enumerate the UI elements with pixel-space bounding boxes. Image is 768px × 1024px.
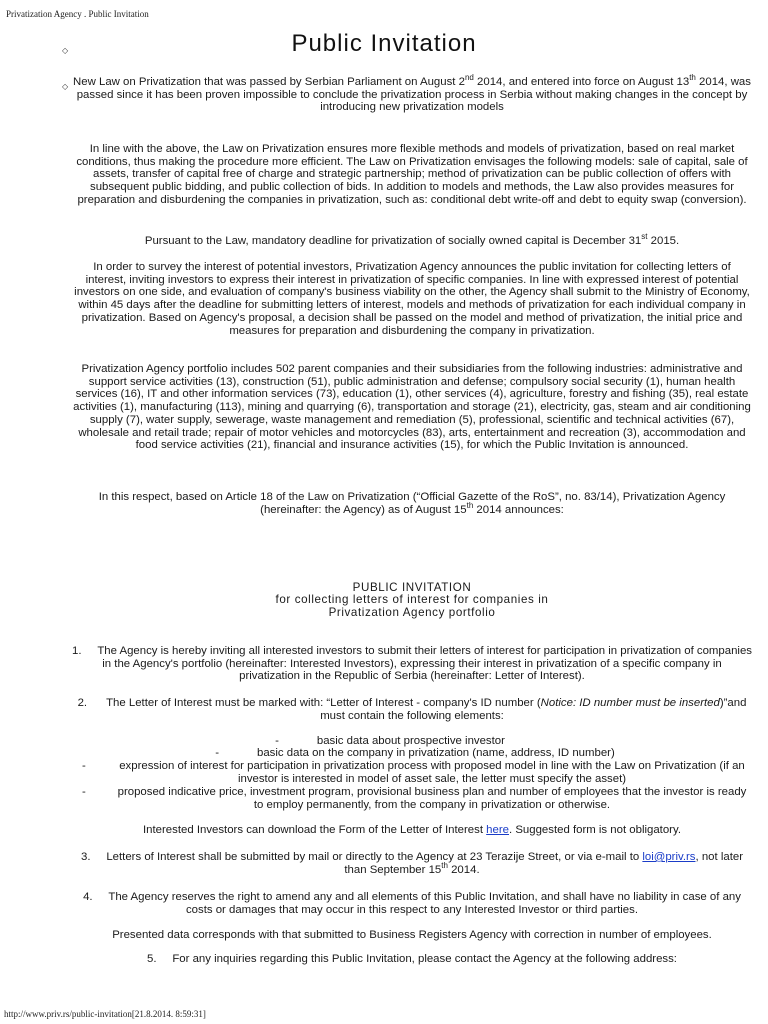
intro-paragraph: New Law on Privatization that was passed by Serbian Parliament on August 2nd 2014, and entered into force on August 13th 2014, was passed since it has been proven impossible to conclude the privatization process in Serbia without making changes in the concept by introducing new privatization models [73,73,751,114]
survey-paragraph: In order to survey the interest of potential investors, Privatization Agency announces the public invitation for collecting letters of interest, inviting investors to express their interest in privatization of specific companies. In line with expressed interest of potential investors on one side, and evaluation of company's business viability on the other, the Agency shall submit to the Ministry of Economy, within 45 days after the deadline for submitting letters of interest, models and methods of privatization for each individual company in privatization. Based on Agency's proposal, a decision shall be passed on the model and method of privatization, the initial price and measures for preparation and disburdening the company in privatization. [74,261,750,337]
element-item: - basic data about prospective investor [275,735,505,747]
item-3: 3. Letters of Interest shall be submitted by mail or directly to the Agency at 23 Terazije Street, or via e-mail to loi@priv.rs, not later than September 15th 2014. [81,851,743,876]
item-1 [72,645,752,683]
item-number: 5. [147,953,157,965]
announcement-paragraph: In this respect, based on Article 18 of the Law on Privatization (“Official Gazette of the RoS”, no. 83/14), Privatization Agency (hereinafter: the Agency) as of August 15th 2014 announces: [98,491,726,516]
heading-line: for collecting letters of interest for companies in [275,593,549,607]
element-item: - [82,786,86,798]
item-text: The Agency is hereby inviting all interested investors to submit their letters of interest for participation in privatization of companies in the Agency's portfolio (hereinafter: Interested Investors), expressing their interest in privatization of a specific company in privatization in the Republic of Serbia (hereinafter: Letter of Interest). [97,645,752,683]
notice-text: Notice: ID number must be inserted [540,697,720,709]
bullet-icon: ◇ [62,82,69,91]
item-text: For any inquiries regarding this Public Invitation, please contact the Agency at the following address: [172,953,677,965]
element-item: - [82,760,86,772]
element-item: expression of interest for participation in privatization process with proposed model in line with the Law on Privatization (if an investor is interested in model of asset sale, the letter must specify the asset) [119,760,745,785]
presented-data-paragraph: Presented data corresponds with that submitted to Business Registers Agency with correction in number of employees. [112,929,712,941]
item-number: 3. [81,851,91,863]
download-paragraph: Interested Investors can download the Form of the Letter of Interest here. Suggested form is not obligatory. [143,824,681,836]
models-paragraph: In line with the above, the Law on Privatization ensures more flexible methods and models of privatization, based on real market conditions, thus making the procedure more efficient. The Law on Privatization envisages the following models: sale of capital, sale of assets, transfer of capital free of charge and strategic partnership; method of privatization can be public collection of offers with subsequent public bidding, and public collection of bids. In addition to models and methods, the Law also provides measures for preparation and disburdening the companies in privatization, such as: conditional debt write-off and debt to equity swap (conversion). [76,143,748,206]
item-4 [72,891,752,916]
deadline-paragraph: Pursuant to the Law, mandatory deadline for privatization of socially owned capital is December 31st 2015. [144,232,680,247]
element-item: proposed indicative price, investment program, provisional business plan and number of employees that the investor is ready to employ permanently, from the company in privatization or otherwise. [117,786,747,811]
page-title: Public Invitation [291,30,477,57]
item-number: 4. [83,891,93,903]
page-header: Privatization Agency . Public Invitation [6,9,149,19]
item-number: 2. [77,697,88,709]
email-link[interactable]: loi@priv.rs [642,851,696,863]
element-item: - basic data on the company in privatization (name, address, ID number) [215,747,615,759]
item-text: The Agency reserves the right to amend any and all elements of this Public Invitation, and shall have no liability in case of any costs or damages that may occur in this respect to any Interested Investor or third parties. [108,891,741,916]
heading-line: PUBLIC INVITATION [352,581,472,594]
invitation-heading [72,582,752,619]
page-footer-url: http://www.priv.rs/public-invitation[21.8.2014. 8:59:31] [4,1009,206,1019]
item-5 [72,953,752,966]
item-2: 2. The Letter of Interest must be marked with: “Letter of Interest - company's ID number (Notice: ID number must be inserted)”and must contain the following elements: [77,697,747,722]
portfolio-paragraph: Privatization Agency portfolio includes 502 parent companies and their subsidiaries from the following industries: administrative and support service activities (13), construction (51), public administration and defense; compulsory social security (1), human health services (16), IT and other information services (73), education (1), other services (4), agriculture, forestry and fishing (35), real estate activities (1), manufacturing (113), mining and quarrying (6), transportation and storage (21), electricity, gas, steam and air conditioning supply (7), water supply, sewerage, waste management and remediation (5), professional, scientific and technical activities (67), wholesale and retail trade; repair of motor vehicles and motorcycles (83), arts, entertainment and recreation (3), accommodation and food service activities (21), financial and insurance activities (15), for which the Public Invitation is announced. [73,363,751,452]
form-download-link[interactable]: here [486,824,509,836]
item-number: 1. [72,645,82,657]
heading-line: Privatization Agency portfolio [328,605,496,619]
bullet-icon: ◇ [62,46,69,55]
